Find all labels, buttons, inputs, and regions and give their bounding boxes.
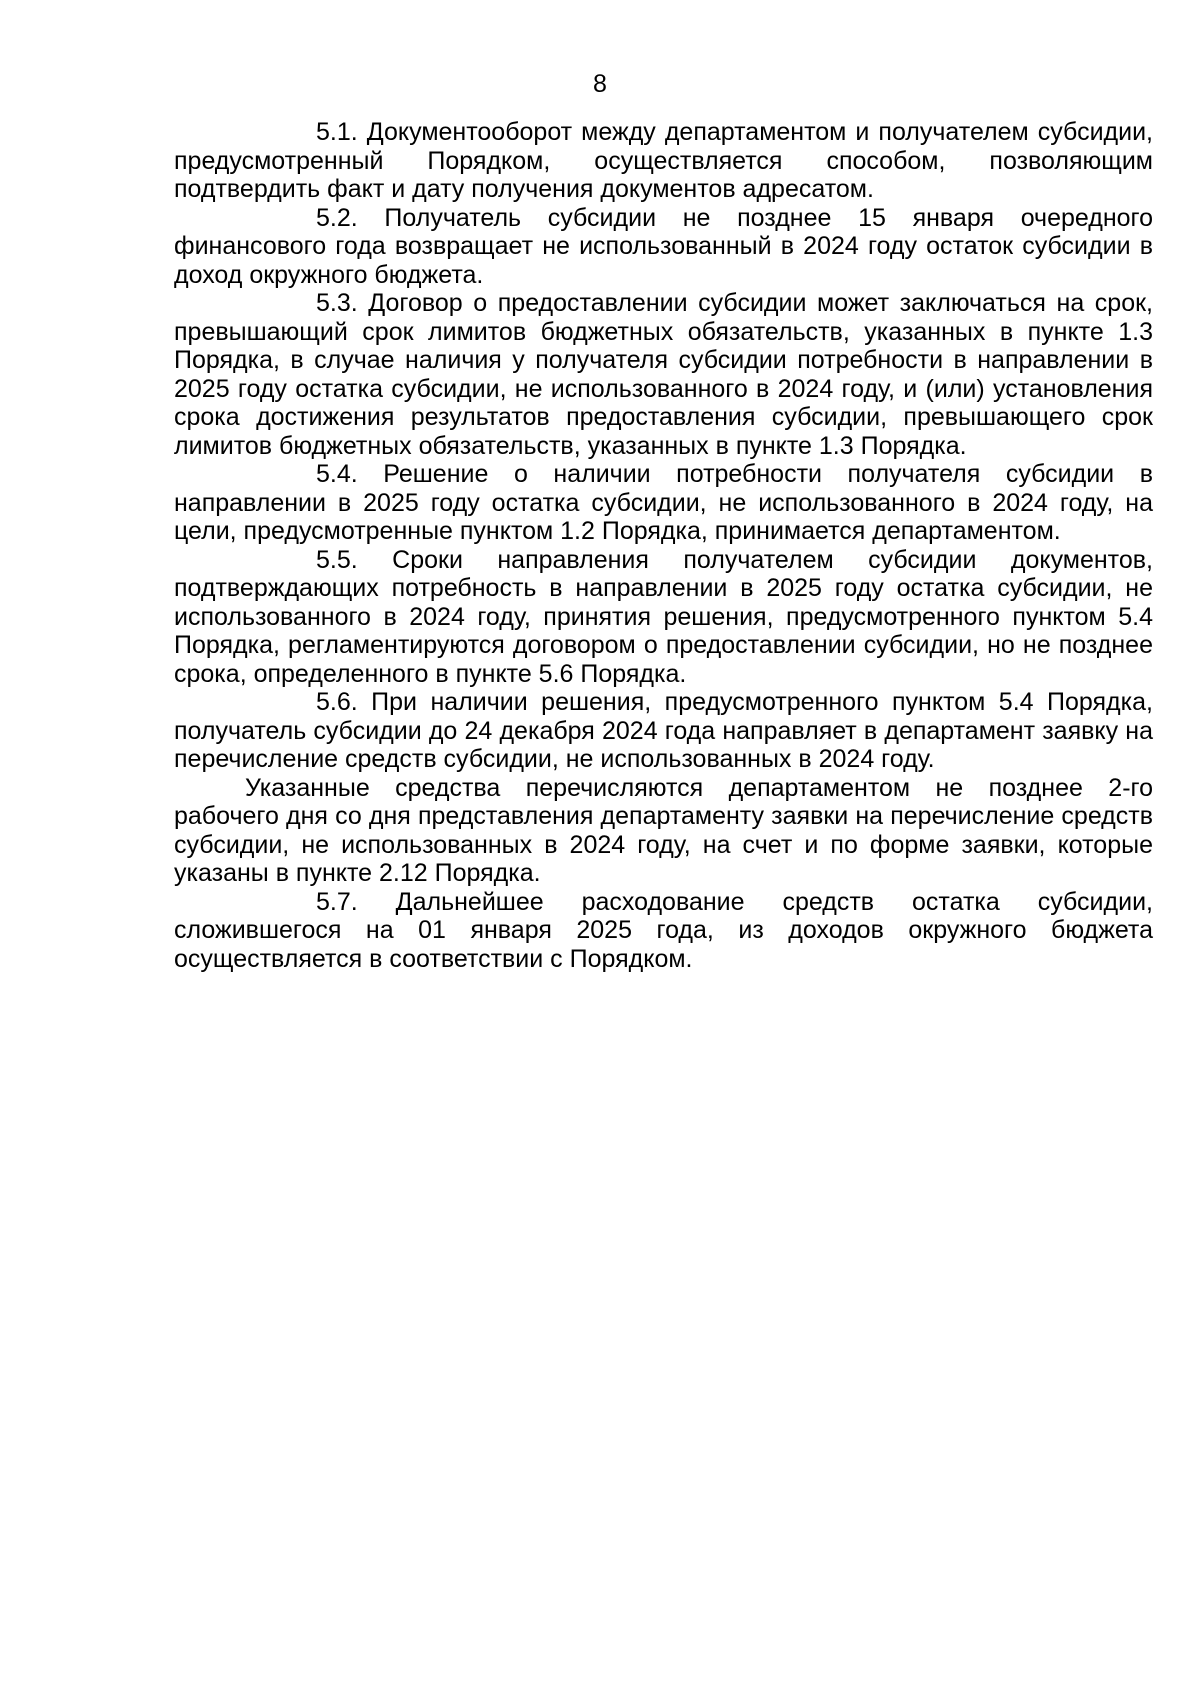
page-number: 8	[593, 70, 607, 98]
paragraph-5-4	[174, 460, 1153, 546]
paragraph-5-2	[174, 204, 1153, 290]
paragraph-5-6	[174, 688, 1153, 774]
document-body	[174, 118, 1153, 973]
paragraph-text: Договор о предоставлении субсидии может заключаться на срок, превышающий срок лимитов бюджетных обязательств, указанных в пункте 1.3 Порядка, в случае наличия у получателя субсидии потребности в направлении в 2025 году остатка субсидии, не использованного в 2024 году, и (или) установления срока достижения результатов предоставления субсидии, превышающего срок лимитов бюджетных обязательств, указанных в пункте 1.3 Порядка.	[174, 289, 1153, 460]
paragraph-text: Указанные средства перечисляются департаментом не позднее 2-го рабочего дня со дня представления департаменту заявки на перечисление средств субсидии, не использованных в 2024 году, на счет и по форме заявки, которые указаны в пункте 2.12 Порядка.	[174, 773, 1153, 887]
paragraph-5-5	[174, 546, 1153, 689]
paragraph-5-3	[174, 289, 1153, 460]
paragraph-text: Документооборот между департаментом и получателем субсидии, предусмотренный Порядком, осуществляется способом, позволяющим подтвердить факт и дату получения документов адресатом.	[174, 118, 1153, 203]
paragraph-text: При наличии решения, предусмотренного пунктом 5.4 Порядка, получатель субсидии до 24 декабря 2024 года направляет в департамент заявку на перечисление средств субсидии, не использованных в 2024 году.	[174, 688, 1153, 773]
paragraph-number: 5.6.	[316, 688, 358, 716]
paragraph-5-6-continuation	[174, 774, 1153, 888]
paragraph-number: 5.7.	[316, 887, 358, 916]
paragraph-number: 5.2.	[316, 203, 358, 232]
paragraph-5-7	[174, 888, 1153, 974]
paragraph-text: Дальнейшее расходование средств остатка субсидии, сложившегося на 01 января 2025 года, из доходов окружного бюджета осуществляется в соответствии с Порядком.	[174, 887, 1153, 973]
paragraph-text: Решение о наличии потребности получателя субсидии в направлении в 2025 году остатка субсидии, не использованного в 2024 году, на цели, предусмотренные пунктом 1.2 Порядка, принимается департаментом.	[174, 460, 1153, 545]
paragraph-number: 5.1.	[316, 118, 358, 146]
paragraph-number: 5.4.	[316, 460, 358, 488]
paragraph-number: 5.3.	[316, 289, 358, 317]
paragraph-text: Сроки направления получателем субсидии документов, подтверждающих потребность в направлении в 2025 году остатка субсидии, не использованного в 2024 году, принятия решения, предусмотренного пунктом 5.4 Порядка, регламентируются договором о предоставлении субсидии, но не позднее срока, определенного в пункте 5.6 Порядка.	[174, 545, 1153, 688]
paragraph-text: Получатель субсидии не позднее 15 января очередного финансового года возвращает не использованный в 2024 году остаток субсидии в доход окружного бюджета.	[174, 203, 1154, 289]
paragraph-5-1	[174, 118, 1153, 204]
paragraph-number: 5.5.	[316, 545, 358, 574]
